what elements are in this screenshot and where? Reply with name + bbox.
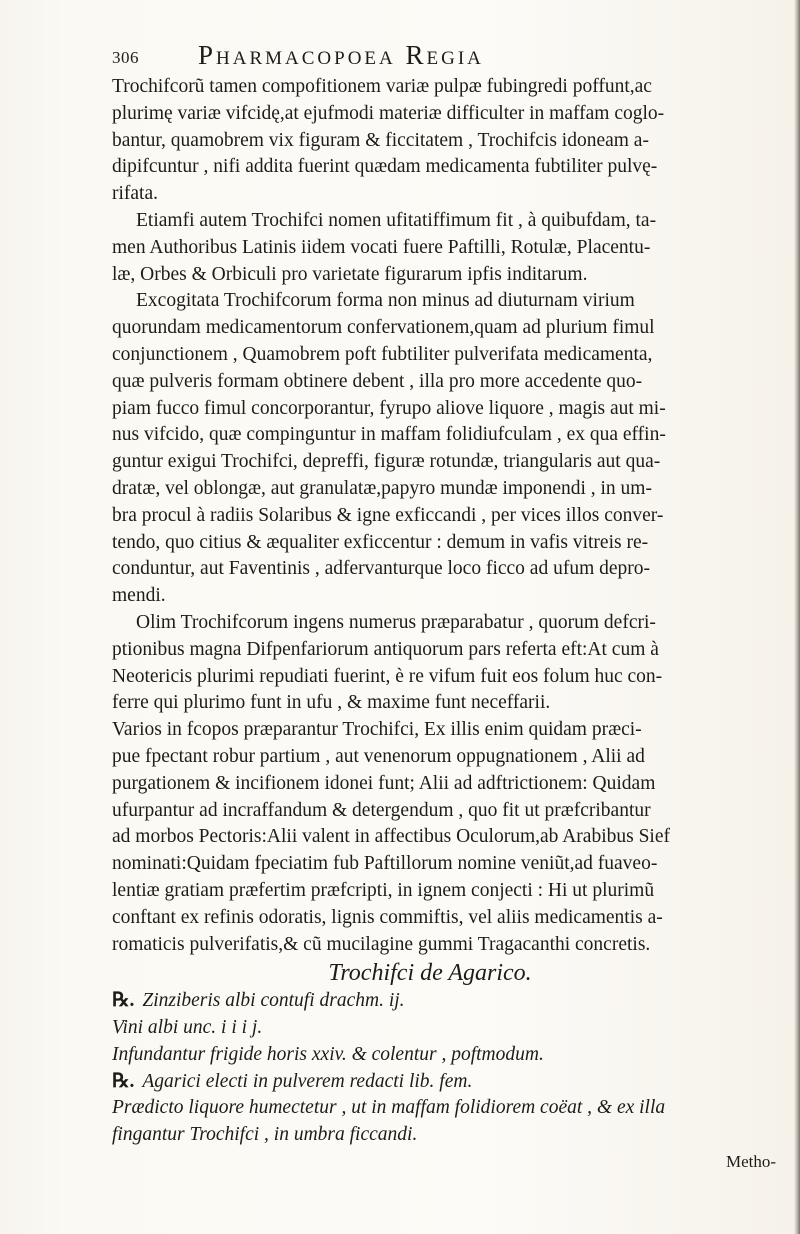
text-line: purgationem & incifionem idonei funt; Alii ad adftrictionem: Quidam <box>112 772 656 794</box>
text-line: dipifcuntur , nifi addita fuerint quædam medicamenta fubtiliter pulvę- <box>112 156 658 178</box>
recipe-symbol: ℞. <box>112 1070 135 1092</box>
text-line: pue fpectant robur partium , aut venenorum oppugnationem , Alii ad <box>112 745 645 767</box>
text-line: Prædicto liquore humectetur , ut in maffam folidiorem coëat , & ex illa <box>112 1097 666 1119</box>
text-line: Excogitata Trochifcorum forma non minus ad diuturnam virium <box>136 290 635 312</box>
text-line: Trochifcorũ tamen compofitionem variæ pulpæ fubingredi poffunt,ac <box>112 76 652 97</box>
recipe-line-text: Agarici electi in pulverem redacti lib. fem. <box>142 1070 473 1092</box>
text-line <box>112 1069 788 1096</box>
text-line: Infundantur frigide horis xxiv. & colentur , poftmodum. <box>112 1043 544 1065</box>
text-line: rifata. <box>112 183 159 205</box>
page-edge-shadow <box>794 0 800 1234</box>
text-line: nus vifcido, quæ compinguntur in maffam folidiufculam , ex qua effin- <box>112 424 666 446</box>
text-line: quæ pulveris formam obtinere debent , illa pro more accedente quo- <box>112 370 643 392</box>
text-line: nominati:Quidam fpeciatim fub Paftillorum nomine veniũt,ad fuaveo- <box>112 853 658 875</box>
page-body-text <box>112 74 788 1214</box>
running-title: Pharmacopoea Regia <box>198 40 484 70</box>
text-line: Vini albi unc. i i i j. <box>112 1017 263 1039</box>
text-line: ptionibus magna Difpenfariorum antiquorum pars referta eft:At cum à <box>112 638 659 660</box>
text-line: Trochifci de Agarico. <box>328 960 532 987</box>
text-line: Neotericis plurimi repudiati fuerint, è re vifum fuit eos folum huc con- <box>112 665 663 687</box>
text-line: Olim Trochifcorum ingens numerus præparabatur , quorum defcri- <box>136 611 656 633</box>
text-line: conftant ex refinis odoratis, lignis commiftis, vel aliis medicamentis a- <box>112 906 663 928</box>
text-line: mendi. <box>112 585 166 607</box>
text-line: piam fucco fimul concorporantur, fyrupo aliove liquore , magis aut mi- <box>112 397 666 419</box>
text-line: conjunctionem , Quamobrem poft fubtiliter pulverifata medicamenta, <box>112 343 653 365</box>
text-line: quorundam medicamentorum confervationem,quam ad plurium fimul <box>112 317 655 339</box>
page-header <box>112 40 782 74</box>
text-line: ufurpantur ad incraffandum & detergendum , quo fit ut præfcribantur <box>112 799 651 821</box>
text-line: læ, Orbes & Orbiculi pro varietate figurarum ipfis inditarum. <box>112 263 588 285</box>
text-line: ad morbos Pectoris:Alii valent in affectibus Oculorum,ab Arabibus Sief <box>112 826 670 848</box>
page-number: 306 <box>112 48 139 67</box>
recipe-line-text: Zinziberis albi contufi drachm. ij. <box>142 990 405 1012</box>
text-line: fingantur Trochifci , in umbra ficcandi. <box>112 1124 418 1146</box>
text-line: Etiamfi autem Trochifci nomen ufitatiffimum fit , à quibufdam, ta- <box>136 209 657 231</box>
text-line: bra procul à radiis Solaribus & igne exficcandi , per vices illos conver- <box>112 504 664 526</box>
text-line: romaticis pulverifatis,& cũ mucilagine gummi Tragacanthi concretis. <box>112 933 651 955</box>
text-line: lentiæ gratiam præfertim præfcripti, in ignem conjecti : Hi ut plurimũ <box>112 879 655 901</box>
recipe-symbol: ℞. <box>112 990 135 1012</box>
text-line: Varios in fcopos præparantur Trochifci, Ex illis enim quidam præci- <box>112 719 642 741</box>
text-line: ferre qui plurimo funt in ufu , & maxime funt neceffarii. <box>112 692 551 714</box>
text-line <box>112 988 788 1015</box>
text-line: dratæ, vel oblongæ, aut granulatæ,papyro mundæ imponendi , in um- <box>112 477 652 499</box>
text-line: plurimę variæ vifcidę,at ejufmodi materiæ difficulter in maffam coglo- <box>112 102 665 124</box>
text-line: bantur, quamobrem vix figuram & ficcitatem , Trochifcis idoneam a- <box>112 129 649 151</box>
text-line: conduntur, aut Faventinis , adfervanturque loco ficco ad ufum depro- <box>112 558 651 580</box>
text-line: guntur exigui Trochifci, depreffi, figuræ rotundæ, triangularis aut qua- <box>112 451 661 473</box>
text-line: men Authoribus Latinis iidem vocati fuere Paftilli, Rotulæ, Placentu- <box>112 236 651 258</box>
text-line: Metho- <box>725 1152 776 1172</box>
text-line: tendo, quo citius & æqualiter exficcentur : demum in vafis vitreis re- <box>112 531 649 553</box>
